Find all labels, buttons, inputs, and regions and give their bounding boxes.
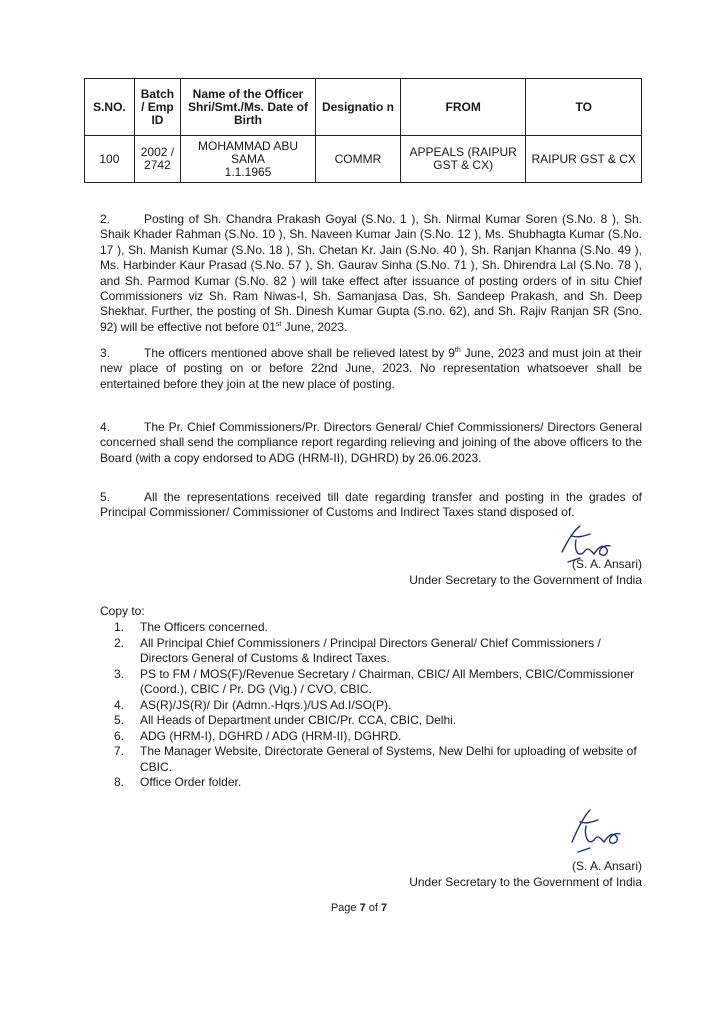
paragraph-number: 3. (100, 346, 111, 360)
paragraph-text: All the representations received till date regarding transfer and posting in the grades of Principal Commissioner/ Commissioner of Customs and Indirect Taxes stand disposed of. (100, 490, 642, 520)
page-number: 7 (359, 902, 366, 914)
cell-batch: 2002 / 2742 (134, 136, 180, 183)
list-text: All Principal Chief Commissioners / Principal Directors General/ Chief Commissioners / Directors General of Customs & Indirect Taxes. (140, 635, 601, 665)
list-item (100, 713, 640, 729)
list-item (100, 729, 640, 745)
list-number: 7. (114, 744, 125, 758)
cell-to: RAIPUR GST & CX (526, 136, 642, 183)
posting-table (84, 78, 642, 183)
list-number: 2. (114, 635, 125, 650)
signature-scrawl (562, 806, 632, 856)
list-item (100, 636, 640, 667)
list-item (100, 744, 640, 775)
paragraph-text: June, 2023. (281, 319, 348, 334)
signatory-name: (S. A. Ansari) (571, 557, 642, 571)
header-batch: Batch / Emp ID (134, 79, 180, 136)
page-label: Page (330, 902, 360, 914)
paragraph-text: The Pr. Chief Commissioners/Pr. Directors General/ Chief Commissioners/ Directors General concerned shall send the compliance report regarding relieving and joining of the above officers to the Board (with a copy endorsed to ADG (HRM-II), DGHRD) by 26.06.2023. (100, 420, 642, 465)
page-total: 7 (381, 902, 388, 914)
list-text: ADG (HRM-I), DGHRD / ADG (HRM-II), DGHRD. (140, 728, 402, 743)
header-sno: S.NO. (85, 79, 135, 136)
officer-name: MOHAMMAD ABU SAMA (198, 138, 299, 166)
paragraph-text: June, 2023 and must join at their new place of posting on or before 22nd June, 2023. No representation whatsoever shall be entertained before they join at the new place of posting. (100, 346, 642, 391)
list-item (100, 698, 640, 714)
cell-designation: COMMR (315, 136, 400, 183)
list-number: 8. (114, 775, 125, 789)
paragraph-number: 2. (100, 212, 111, 226)
list-number: 3. (114, 666, 125, 681)
signatory-title: Under Secretary to the Government of India (409, 573, 642, 587)
paragraph-number: 5. (100, 490, 111, 504)
paragraph-3 (100, 346, 642, 392)
signatory-name: (S. A. Ansari) (571, 859, 642, 873)
paragraph-5 (100, 490, 642, 521)
list-number: 5. (114, 713, 125, 727)
copy-to-list (100, 620, 640, 791)
list-text: The Officers concerned. (140, 620, 268, 634)
list-text: AS(R)/JS(R)/ Dir (Admn.-Hqrs.)/US Ad.I/SO(P). (140, 697, 392, 712)
header-designation: Designatio n (315, 79, 400, 136)
list-item (100, 775, 640, 791)
list-text: PS to FM / MOS(F)/Revenue Secretary / Chairman, CBIC/ All Members, CBIC/Commissioner (Coord.), CBIC / Pr. DG (Vig.) / CVO, CBIC. (140, 666, 635, 696)
list-item (100, 620, 640, 636)
signature-block (409, 858, 642, 890)
signature-block (409, 556, 642, 588)
paragraph-text: Posting of Sh. Chandra Prakash Goyal (S.No. 1 ), Sh. Nirmal Kumar Soren (S.No. 8 ), Sh. Shaik Khader Rahman (S.No. 10 ), Sh. Naveen Kumar Jain (S.No. 12 ), Ms. Shubhagta Kumar (S.No. 17 ), Sh. Manish Kumar (S.No. 18 ), Sh. Chetan Kr. Jain (S.No. 40 ), Sh. Ranjan Khanna (S.No. 49 ), Ms. Harbinder Kaur Prasad (S.No. 57 ), Sh. Gaurav Sinha (S.No. 71 ), Sh. Dhirendra Lal (S.No. 78 ), and Sh. Parmod Kumar (S.No. 82 ) will take effect after issuance of posting orders of in situ Chief Commissioners viz Sh. Ram Niwas-I, Sh. Samanjasa Das, Sh. Sandeep Prakash, and Sh. Deep Shekhar. Further, the posting of Sh. Dinesh Kumar Gupta (S.no. 62), and Sh. Rajiv Ranjan SR (Sno. 92) will be effective not before 01 (100, 212, 642, 334)
cell-from: APPEALS (RAIPUR GST & CX) (400, 136, 525, 183)
table-header-row (85, 79, 642, 136)
list-text: All Heads of Department under CBIC/Pr. CCA, CBIC, Delhi. (140, 713, 457, 727)
officer-dob: 1.1.1965 (224, 164, 272, 179)
list-number: 4. (114, 697, 125, 712)
table-row (85, 136, 642, 183)
list-number: 1. (114, 620, 125, 634)
header-name: Name of the Officer Shri/Smt./Ms. Date of Birth (181, 79, 316, 136)
cell-name (181, 136, 316, 183)
superscript: st (275, 320, 282, 328)
list-number: 6. (114, 728, 125, 743)
signatory-title: Under Secretary to the Government of India (409, 875, 642, 889)
paragraph-4 (100, 420, 642, 466)
list-text: Office Order folder. (140, 775, 242, 789)
superscript: th (454, 347, 461, 354)
header-from: FROM (400, 79, 525, 136)
paragraph-text: The officers mentioned above shall be relieved latest by 9 (144, 346, 455, 360)
page-footer (0, 902, 718, 914)
list-item (100, 667, 640, 698)
copy-to-heading: Copy to: (100, 604, 145, 618)
page-of: of (365, 902, 382, 914)
cell-sno: 100 (85, 136, 135, 183)
header-to: TO (526, 79, 642, 136)
paragraph-number: 4. (100, 420, 111, 434)
list-text: The Manager Website, Directorate General of Systems, New Delhi for uploading of website of CBIC. (140, 744, 637, 774)
paragraph-2 (100, 212, 642, 335)
